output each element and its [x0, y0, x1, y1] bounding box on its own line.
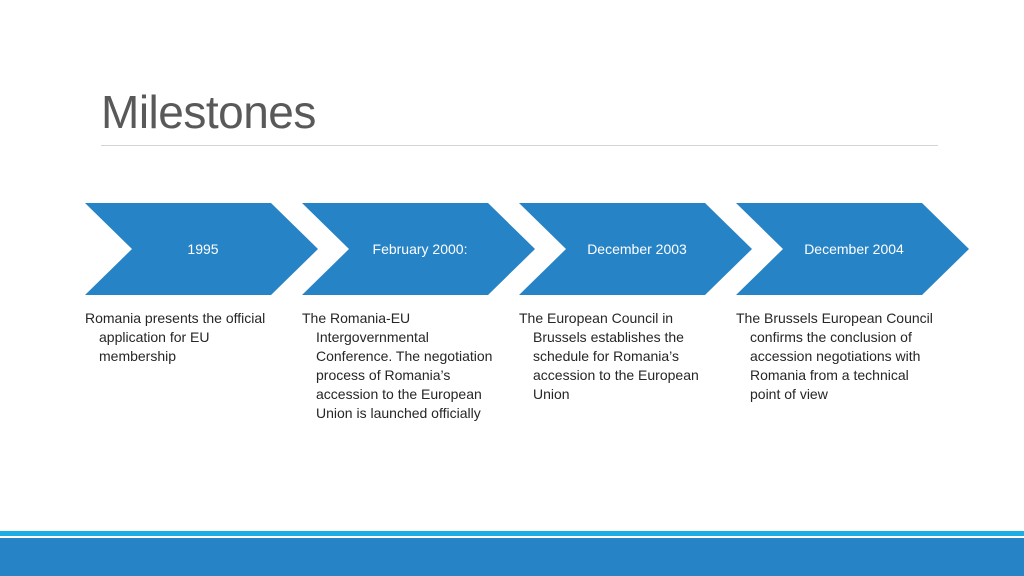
chevron-february-2000: [302, 203, 535, 295]
footer-accent-line: [0, 531, 1024, 536]
chevron-label-february-2000: February 2000:: [372, 241, 468, 257]
chevron-december-2003: [519, 203, 752, 295]
chevron-december-2004: [736, 203, 969, 295]
milestone-description-december-2003: The European Council in Brussels establishes the schedule for Romania’s accession to the European Union: [519, 310, 699, 402]
milestone-description-december-2004: The Brussels European Council confirms the conclusion of accession negotiations with Romania from a technical point of view: [736, 310, 933, 402]
milestone-description-february-2000: The Romania-EU Intergovernmental Conference. The negotiation process of Romania’s accession to the European Union is launched officially: [302, 310, 493, 421]
footer-bar: [0, 538, 1024, 576]
chevron-label-december-2003: December 2003: [587, 241, 687, 257]
chevron-label-december-2004: December 2004: [804, 241, 904, 257]
chevron-1995: [85, 203, 318, 295]
chevron-label-1995: 1995: [187, 241, 219, 257]
slide-title: Milestones: [101, 86, 316, 138]
milestone-description-1995: Romania presents the official application for EU membership: [85, 310, 266, 364]
